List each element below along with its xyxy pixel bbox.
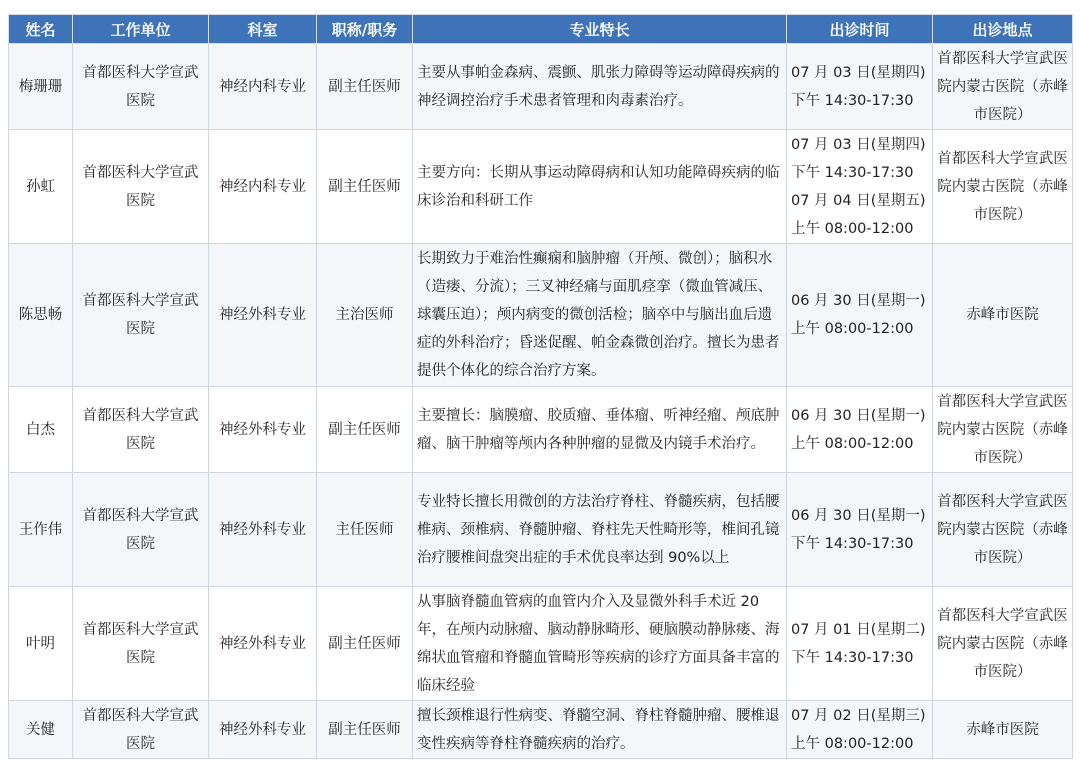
cell-title: 主任医师 xyxy=(317,473,413,587)
cell-title: 主治医师 xyxy=(317,244,413,387)
cell-dept: 神经内科专业 xyxy=(209,130,317,244)
cell-title: 副主任医师 xyxy=(317,587,413,701)
header-specialty: 专业特长 xyxy=(413,15,787,44)
cell-name: 关健 xyxy=(9,701,73,759)
cell-dept: 神经外科专业 xyxy=(209,701,317,759)
cell-specialty: 从事脑脊髓血管病的血管内介入及显微外科手术近 20 年，在颅内动脉瘤、脑动静脉畸形、硬脑膜动静脉瘘、海绵状血管瘤和脊髓血管畸形等疾病的诊疗方面具备丰富的临床经验 xyxy=(413,587,787,701)
cell-unit: 首都医科大学宣武医院 xyxy=(73,130,209,244)
header-name: 姓名 xyxy=(9,15,73,44)
cell-specialty: 主要方向：长期从事运动障碍病和认知功能障碍疾病的临床诊治和科研工作 xyxy=(413,130,787,244)
cell-name: 陈思畅 xyxy=(9,244,73,387)
cell-name: 叶明 xyxy=(9,587,73,701)
cell-specialty: 擅长颈椎退行性病变、脊髓空洞、脊柱脊髓肿瘤、腰椎退变性疾病等脊柱脊髓疾病的治疗。 xyxy=(413,701,787,759)
cell-location: 赤峰市医院 xyxy=(933,701,1073,759)
cell-specialty: 长期致力于难治性癫痫和脑肿瘤（开颅、微创）；脑积水（造瘘、分流）；三叉神经痛与面肌痉挛（微血管减压、球囊压迫）；颅内病变的微创活检；脑卒中与脑出血后遗症的外科治疗；昏迷促醒、帕金森微创治疗。擅长为患者提供个体化的综合治疗方案。 xyxy=(413,244,787,387)
cell-location: 首都医科大学宣武医院内蒙古医院（赤峰市医院） xyxy=(933,387,1073,473)
table-row xyxy=(9,587,1073,701)
cell-time: 06 月 30 日(星期一) 上午 08:00-12:00 xyxy=(787,244,933,387)
cell-dept: 神经外科专业 xyxy=(209,387,317,473)
cell-unit: 首都医科大学宣武医院 xyxy=(73,244,209,387)
cell-time: 07 月 03 日(星期四) 下午 14:30-17:30 xyxy=(787,44,933,130)
cell-location: 首都医科大学宣武医院内蒙古医院（赤峰市医院） xyxy=(933,473,1073,587)
cell-name: 梅珊珊 xyxy=(9,44,73,130)
cell-unit: 首都医科大学宣武医院 xyxy=(73,587,209,701)
header-title: 职称/职务 xyxy=(317,15,413,44)
table-row xyxy=(9,44,1073,130)
cell-time: 07 月 01 日(星期二) 下午 14:30-17:30 xyxy=(787,587,933,701)
cell-time: 07 月 02 日(星期三) 上午 08:00-12:00 xyxy=(787,701,933,759)
table-row xyxy=(9,387,1073,473)
cell-unit: 首都医科大学宣武医院 xyxy=(73,387,209,473)
header-unit: 工作单位 xyxy=(73,15,209,44)
cell-specialty: 专业特长擅长用微创的方法治疗脊柱、脊髓疾病，包括腰椎病、颈椎病、脊髓肿瘤、脊柱先天性畸形等，椎间孔镜治疗腰椎间盘突出症的手术优良率达到 90%以上 xyxy=(413,473,787,587)
cell-dept: 神经外科专业 xyxy=(209,244,317,387)
cell-title: 副主任医师 xyxy=(317,130,413,244)
cell-name: 孙虹 xyxy=(9,130,73,244)
cell-location: 赤峰市医院 xyxy=(933,244,1073,387)
header-row xyxy=(9,15,1073,44)
cell-specialty: 主要擅长：脑膜瘤、胶质瘤、垂体瘤、听神经瘤、颅底肿瘤、脑干肿瘤等颅内各种肿瘤的显微及内镜手术治疗。 xyxy=(413,387,787,473)
cell-name: 白杰 xyxy=(9,387,73,473)
cell-title: 副主任医师 xyxy=(317,387,413,473)
cell-title: 副主任医师 xyxy=(317,701,413,759)
cell-title: 副主任医师 xyxy=(317,44,413,130)
cell-time: 07 月 03 日(星期四) 下午 14:30-17:30 07 月 04 日(星期五) 上午 08:00-12:00 xyxy=(787,130,933,244)
table-row xyxy=(9,130,1073,244)
header-location: 出诊地点 xyxy=(933,15,1073,44)
cell-name: 王作伟 xyxy=(9,473,73,587)
cell-unit: 首都医科大学宣武医院 xyxy=(73,701,209,759)
header-time: 出诊时间 xyxy=(787,15,933,44)
cell-specialty: 主要从事帕金森病、震颤、肌张力障碍等运动障碍疾病的神经调控治疗手术患者管理和肉毒素治疗。 xyxy=(413,44,787,130)
cell-location: 首都医科大学宣武医院内蒙古医院（赤峰市医院） xyxy=(933,587,1073,701)
cell-time: 06 月 30 日(星期一) 上午 08:00-12:00 xyxy=(787,387,933,473)
cell-dept: 神经内科专业 xyxy=(209,44,317,130)
cell-unit: 首都医科大学宣武医院 xyxy=(73,44,209,130)
table-row xyxy=(9,244,1073,387)
table-row xyxy=(9,473,1073,587)
table-row xyxy=(9,701,1073,759)
schedule-table-container xyxy=(8,14,1072,759)
cell-location: 首都医科大学宣武医院内蒙古医院（赤峰市医院） xyxy=(933,44,1073,130)
cell-dept: 神经外科专业 xyxy=(209,473,317,587)
header-dept: 科室 xyxy=(209,15,317,44)
doctor-schedule-table xyxy=(8,14,1073,759)
cell-dept: 神经外科专业 xyxy=(209,587,317,701)
cell-location: 首都医科大学宣武医院内蒙古医院（赤峰市医院） xyxy=(933,130,1073,244)
cell-unit: 首都医科大学宣武医院 xyxy=(73,473,209,587)
cell-time: 06 月 30 日(星期一) 下午 14:30-17:30 xyxy=(787,473,933,587)
